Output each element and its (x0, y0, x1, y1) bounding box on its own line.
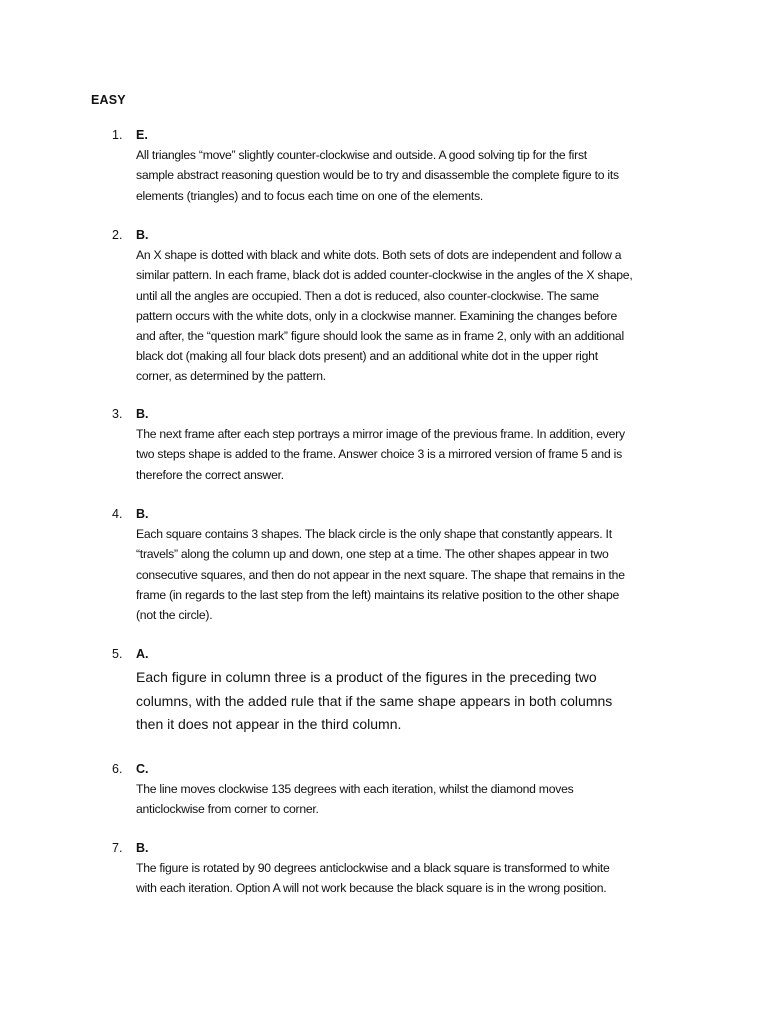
text-line: consecutive squares, and then do not appear in the next square. The shape that remains in the (136, 567, 625, 582)
text-line: with each iteration. Option A will not work because the black square is in the wrong position. (136, 881, 607, 896)
item-number: 4. (112, 507, 123, 521)
text-line: therefore the correct answer. (136, 467, 284, 482)
text-line: An X shape is dotted with black and white dots. Both sets of dots are independent and follow a (136, 248, 622, 263)
answer-letter: B. (136, 841, 149, 855)
text-line: Each square contains 3 shapes. The black circle is the only shape that constantly appears. It (136, 527, 612, 542)
item-number: 2. (112, 228, 123, 242)
answer-item-3 (112, 404, 682, 485)
text-line: Each figure in column three is a product of the figures in the preceding two (136, 669, 597, 686)
text-line: “travels” along the column up and down, one step at a time. The other shapes appear in two (136, 547, 609, 562)
answer-letter: A. (136, 647, 149, 661)
answer-item-5 (112, 644, 682, 737)
answer-letter: E. (136, 128, 148, 142)
text-line: corner, as determined by the pattern. (136, 369, 326, 384)
answer-letter: C. (136, 762, 149, 776)
answer-letter: B. (136, 407, 149, 421)
text-line: similar pattern. In each frame, black dot is added counter-clockwise in the angles of the X shape, (136, 268, 633, 283)
answer-letter: B. (136, 507, 149, 521)
item-number: 1. (112, 128, 123, 142)
text-line: frame (in regards to the last step from the left) maintains its relative position to the other shape (136, 587, 620, 602)
text-line: anticlockwise from corner to corner. (136, 802, 319, 817)
text-line: (not the circle). (136, 608, 213, 623)
answer-item-4 (112, 504, 682, 625)
text-line: then it does not appear in the third column. (136, 716, 402, 733)
explanation-text (136, 779, 682, 819)
explanation-text (136, 424, 682, 485)
answer-item-7 (112, 838, 682, 899)
explanation-text (136, 245, 682, 386)
text-line: pattern occurs with the white dots, only in a clockwise manner. Examining the changes before (136, 308, 618, 323)
text-line: columns, with the added rule that if the same shape appears in both columns (136, 692, 613, 709)
explanation-text (136, 666, 682, 737)
text-line: elements (triangles) and to focus each time on one of the elements. (136, 188, 484, 203)
text-line: The next frame after each step portrays a mirror image of the previous frame. In addition, every (136, 427, 625, 442)
item-number: 3. (112, 407, 123, 421)
section-heading: EASY (91, 93, 126, 107)
answer-letter: B. (136, 228, 149, 242)
text-line: two steps shape is added to the frame. Answer choice 3 is a mirrored version of frame 5 and is (136, 447, 622, 462)
explanation-text (136, 524, 682, 625)
text-line: The figure is rotated by 90 degrees anticlockwise and a black square is transformed to white (136, 861, 610, 876)
answer-item-1 (112, 125, 682, 206)
text-line: sample abstract reasoning question would be to try and disassemble the complete figure to its (136, 168, 619, 183)
item-number: 5. (112, 647, 123, 661)
text-line: The line moves clockwise 135 degrees with each iteration, whilst the diamond moves (136, 782, 574, 797)
text-line: and after, the “question mark” figure should look the same as in frame 2, only with an additional (136, 329, 624, 344)
answer-item-2 (112, 225, 682, 387)
text-line: black dot (making all four black dots present) and an additional white dot in the upper right (136, 349, 598, 364)
text-line: All triangles “move” slightly counter-clockwise and outside. A good solving tip for the first (136, 148, 587, 163)
item-number: 6. (112, 762, 123, 776)
text-line: until all the angles are occupied. Then a dot is reduced, also counter-clockwise. The same (136, 288, 599, 303)
explanation-text (136, 858, 682, 898)
explanation-text (136, 145, 682, 206)
answer-item-6 (112, 759, 682, 820)
item-number: 7. (112, 841, 123, 855)
